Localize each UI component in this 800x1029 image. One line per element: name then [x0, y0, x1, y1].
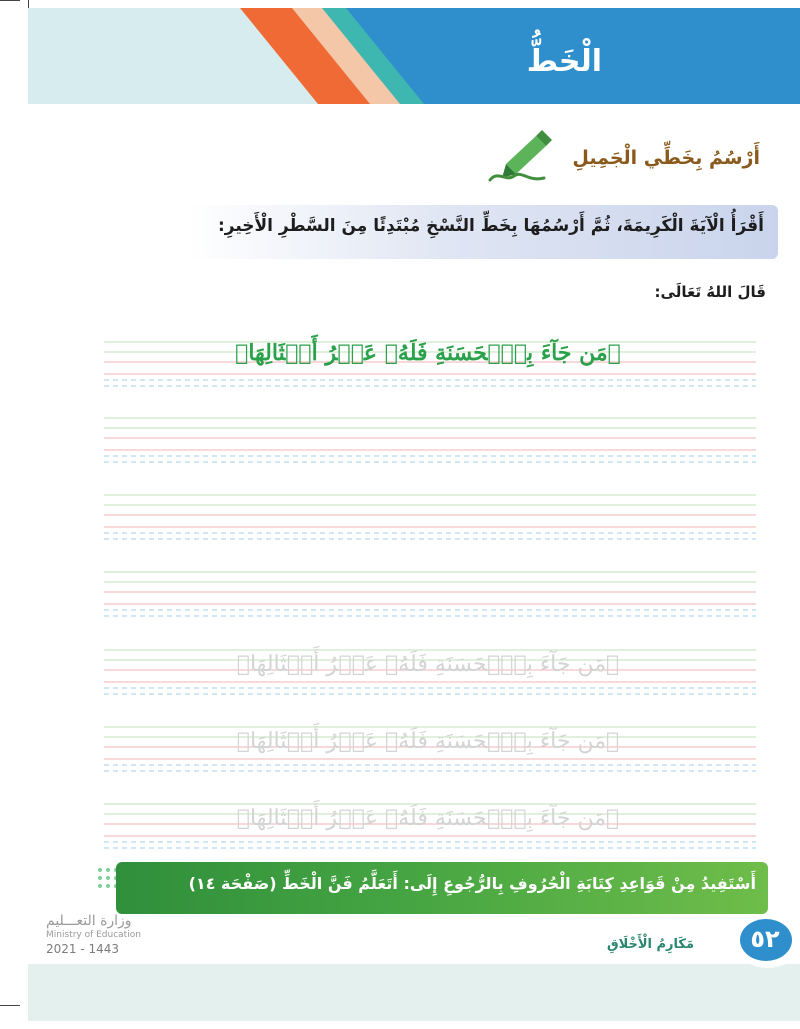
- ministry-english: Ministry of Education: [46, 930, 141, 940]
- verse-trace: ﴿مَن جَآءَ بِٱلۡحَسَنَةِ فَلَهُۥ عَشۡرُ أَمۡثَالِهَا﴾: [236, 729, 620, 754]
- verse-trace: ﴿مَن جَآءَ بِٱلۡحَسَنَةِ فَلَهُۥ عَشۡرُ أَمۡثَالِهَا﴾: [236, 806, 620, 831]
- bottom-band: [28, 964, 800, 1021]
- section-title: أَرْسُمُ بِخَطِّي الْجَمِيلِ: [572, 147, 760, 169]
- said-text: قَالَ اللهُ تَعَالَى:: [654, 283, 766, 301]
- ministry-year: 2021 - 1443: [46, 942, 120, 956]
- verse-model: ﴿مَن جَآءَ بِٱلۡحَسَنَةِ فَلَهُۥ عَشۡرُ أَمۡثَالِهَا﴾: [235, 340, 621, 366]
- ministry-arabic: وزارة التعـــليم: [46, 913, 132, 929]
- verse-trace: ﴿مَن جَآءَ بِٱلۡحَسَنَةِ فَلَهُۥ عَشۡرُ أَمۡثَالِهَا﴾: [236, 652, 620, 677]
- note-text: أَسْتَفِيدُ مِنْ قَوَاعِدِ كِتَابَةِ الْحُرُوفِ بِالرُّجُوعِ إِلَى: أَتَعَلَّمُ فَنَّ الْخَطِّ (صَفْحَة ١٤): [188, 874, 756, 893]
- book-name: مَكَارِمُ الْأَخْلَاقِ: [606, 937, 694, 952]
- page-title: الْخَطُّ: [526, 44, 602, 79]
- page-number: ٥٢: [750, 925, 780, 953]
- instruction-text: أَقْرَأُ الْآيَةَ الْكَرِيمَةَ، ثُمَّ أَرْسُمُهَا بِخَطِّ النَّسْخِ مُبْتَدِئًا مِنَ السَّطْرِ الْأَخِيرِ:: [217, 216, 764, 236]
- ministry-logo: [46, 913, 156, 956]
